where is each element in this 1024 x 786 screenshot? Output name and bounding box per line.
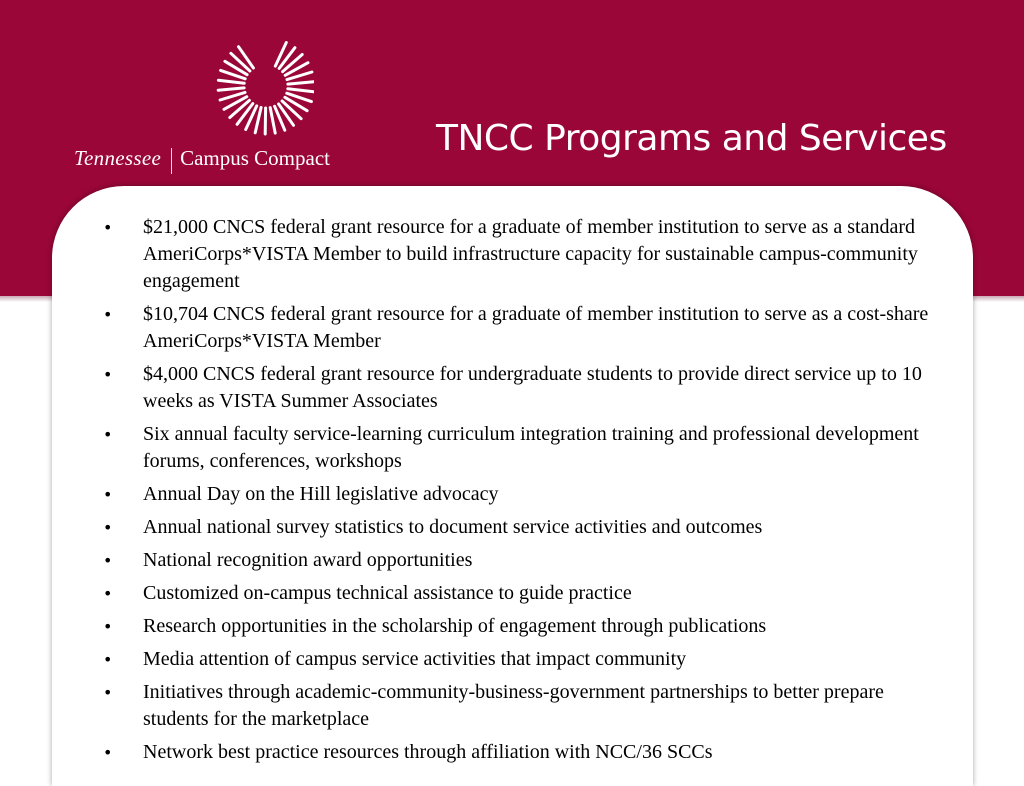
- bullet-item: • $21,000 CNCS federal grant resource for a graduate of member institution to serve as a standard AmeriCorps*VISTA Member to build infrastructure capacity for sustainable campus-community engagement: [103, 214, 933, 295]
- logo-ray: [218, 88, 244, 90]
- bullet-item: • Media attention of campus service activities that impact community: [103, 646, 933, 673]
- bullet-item: • Research opportunities in the scholarship of engagement through publications: [103, 613, 933, 640]
- logo-tennessee-text: Tennessee: [74, 146, 161, 170]
- bullet-item: • $10,704 CNCS federal grant resource for a graduate of member institution to serve as a cost-share AmeriCorps*VISTA Member: [103, 301, 933, 355]
- bullet-item: • Annual national survey statistics to document service activities and outcomes: [103, 514, 933, 541]
- bullet-item: • Annual Day on the Hill legislative advocacy: [103, 481, 933, 508]
- sunburst-c-logo-icon: [214, 30, 314, 140]
- logo-ray: [218, 80, 244, 83]
- logo-divider: [171, 148, 172, 174]
- bullet-item: • $4,000 CNCS federal grant resource for undergraduate students to provide direct service up to 10 weeks as VISTA Summer Associates: [103, 361, 933, 415]
- bullet-item: • Six annual faculty service-learning curriculum integration training and professional development forums, conferences, workshops: [103, 421, 933, 475]
- bullet-list: [103, 214, 933, 772]
- logo-ray: [255, 107, 261, 132]
- slide-title: TNCC Programs and Services: [436, 118, 947, 159]
- logo-campus-compact-text: Campus Compact: [180, 146, 330, 170]
- logo-ray: [270, 108, 275, 134]
- logo: [74, 146, 330, 174]
- logo-ray: [239, 47, 254, 68]
- bullet-item: • Initiatives through academic-community-business-government partnerships to better prepare students for the marketplace: [103, 679, 933, 733]
- bullet-item: • Network best practice resources through affiliation with NCC/36 SCCs: [103, 739, 933, 766]
- bullet-item: • National recognition award opportunities: [103, 547, 933, 574]
- bullet-item: • Customized on-campus technical assistance to guide practice: [103, 580, 933, 607]
- logo-ray: [288, 89, 314, 92]
- logo-ray: [288, 82, 314, 84]
